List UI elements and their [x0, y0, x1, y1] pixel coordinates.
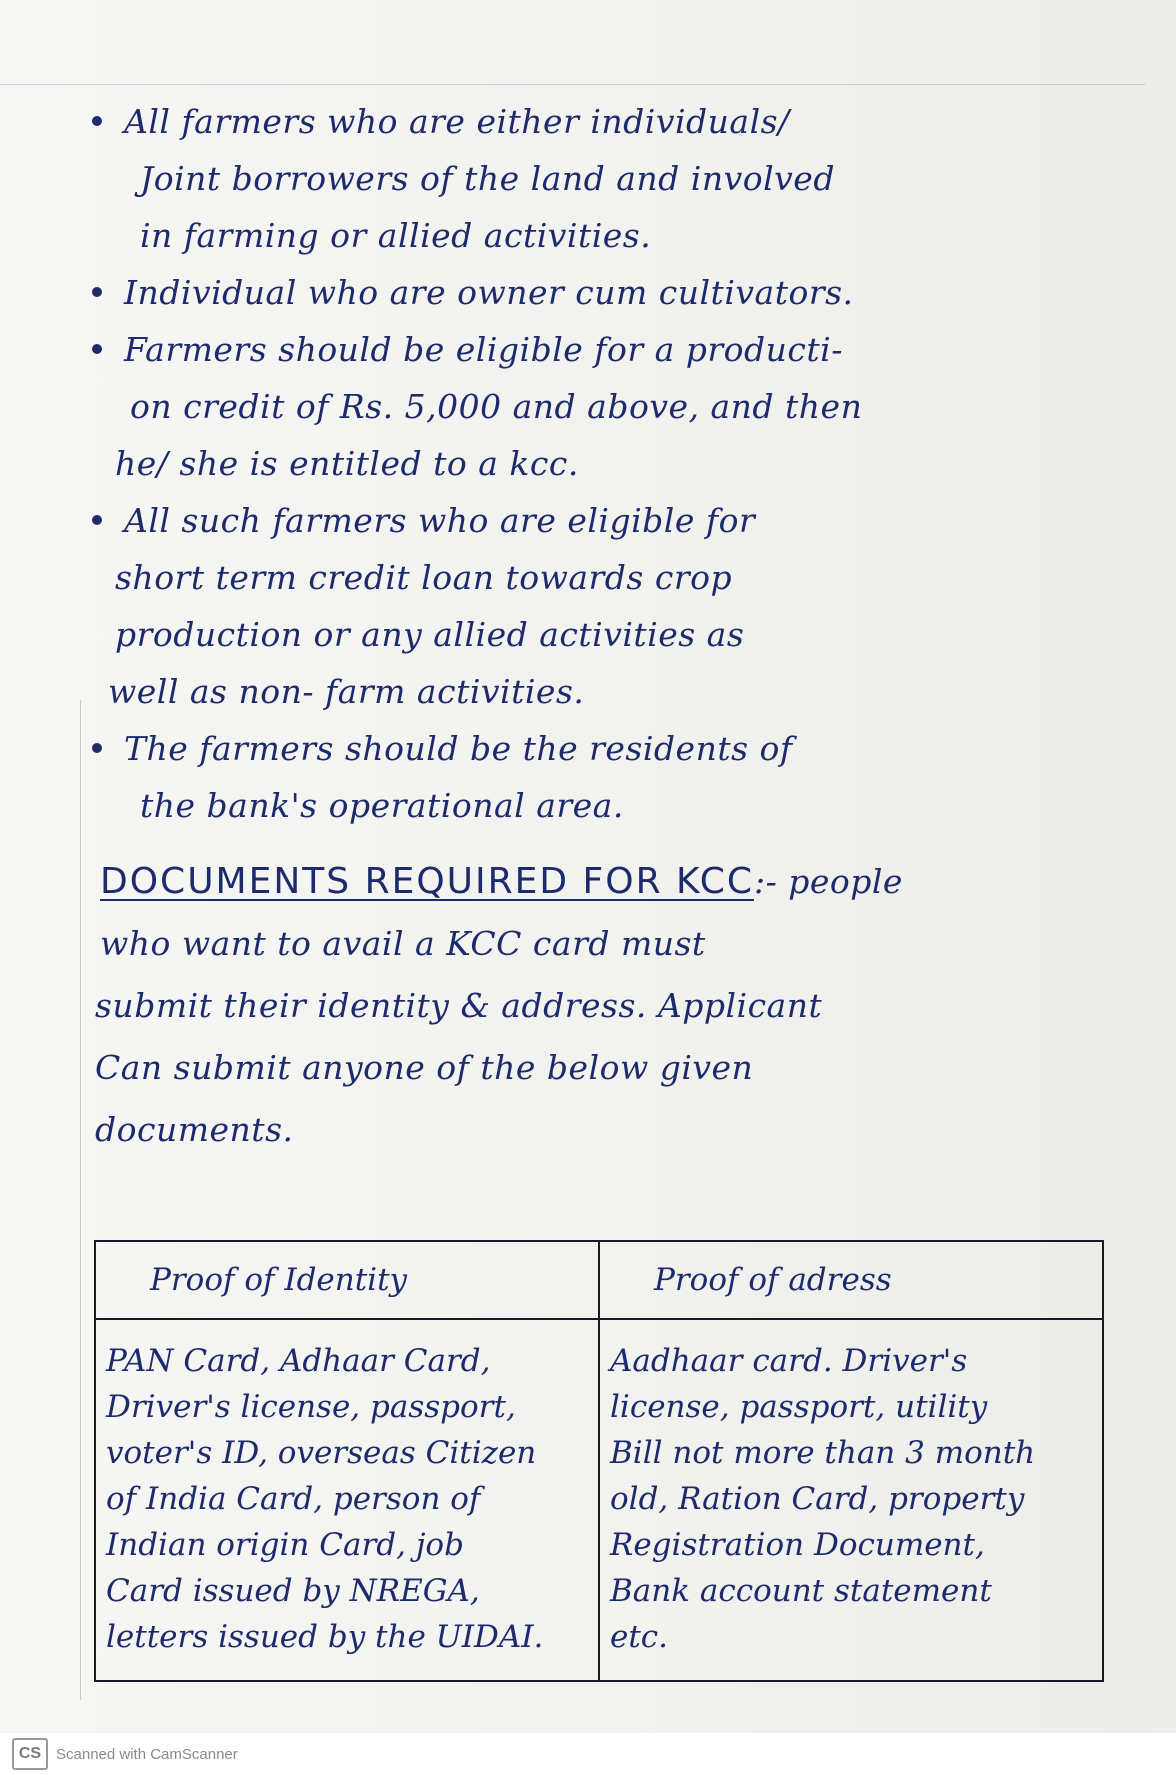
list-item-cont: the bank's operational area.	[140, 786, 624, 825]
top-rule	[0, 84, 1176, 85]
cell-line: old, Ration Card, property	[610, 1481, 1025, 1517]
table-row	[95, 1319, 1103, 1681]
list-item-cont: short term credit loan towards crop	[115, 558, 733, 597]
cell-line: of India Card, person of	[106, 1481, 481, 1517]
bullet-icon	[92, 515, 102, 525]
list-item-cont: in farming or allied activities.	[140, 216, 652, 255]
table-header-row	[95, 1241, 1103, 1319]
heading-tail: :- people	[753, 862, 903, 901]
cell-line: voter's ID, overseas Citizen	[106, 1435, 537, 1471]
bullet-icon	[92, 743, 102, 753]
cell-line: Bank account statement	[610, 1573, 992, 1609]
margin-line	[80, 700, 81, 1700]
column-header-identity: Proof of Identity	[95, 1241, 599, 1319]
column-header-address: Proof of adress	[599, 1241, 1103, 1319]
list-item: Farmers should be eligible for a producti-	[92, 328, 1132, 372]
bullet-icon	[92, 344, 102, 354]
documents-heading-line	[100, 860, 1140, 904]
camscanner-logo-icon: CS	[12, 1738, 48, 1770]
cell-line: license, passport, utility	[610, 1389, 988, 1425]
cell-line: PAN Card, Adhaar Card,	[106, 1343, 491, 1379]
paragraph-line: submit their identity & address. Applicant	[95, 986, 823, 1025]
bullet-icon	[92, 116, 102, 126]
list-item: Individual who are owner cum cultivators.	[92, 271, 1132, 315]
scanner-watermark-text: Scanned with CamScanner	[56, 1745, 238, 1763]
list-item: All farmers who are either individuals/	[92, 100, 1132, 144]
identity-cell	[95, 1319, 599, 1681]
cell-line: Aadhaar card. Driver's	[610, 1343, 968, 1379]
paragraph-line: who want to avail a KCC card must	[100, 924, 706, 963]
cell-line: Indian origin Card, job	[106, 1527, 464, 1563]
list-item-cont: he/ she is entitled to a kcc.	[115, 444, 579, 483]
cell-line: letters issued by the UIDAI.	[106, 1619, 544, 1655]
documents-table	[94, 1240, 1104, 1682]
list-item-cont: Joint borrowers of the land and involved	[140, 159, 835, 198]
bullet-icon	[92, 287, 102, 297]
paragraph-line: documents.	[95, 1110, 294, 1149]
paragraph-line: Can submit anyone of the below given	[95, 1048, 754, 1087]
cell-line: etc.	[610, 1619, 669, 1655]
scanner-footer	[0, 1733, 1176, 1775]
cell-line: Registration Document,	[610, 1527, 985, 1563]
list-item-cont: production or any allied activities as	[115, 615, 745, 654]
list-item: All such farmers who are eligible for	[92, 499, 1132, 543]
list-item-cont: well as non- farm activities.	[108, 672, 585, 711]
address-cell	[599, 1319, 1103, 1681]
cell-line: Bill not more than 3 month	[610, 1435, 1036, 1471]
list-item-cont: on credit of Rs. 5,000 and above, and then	[130, 387, 863, 426]
section-heading: DOCUMENTS REQUIRED FOR KCC	[100, 861, 754, 902]
list-item: The farmers should be the residents of	[92, 727, 1132, 771]
page-edge	[1146, 0, 1176, 1775]
cell-line: Card issued by NREGA,	[106, 1573, 480, 1609]
cell-line: Driver's license, passport,	[106, 1389, 516, 1425]
